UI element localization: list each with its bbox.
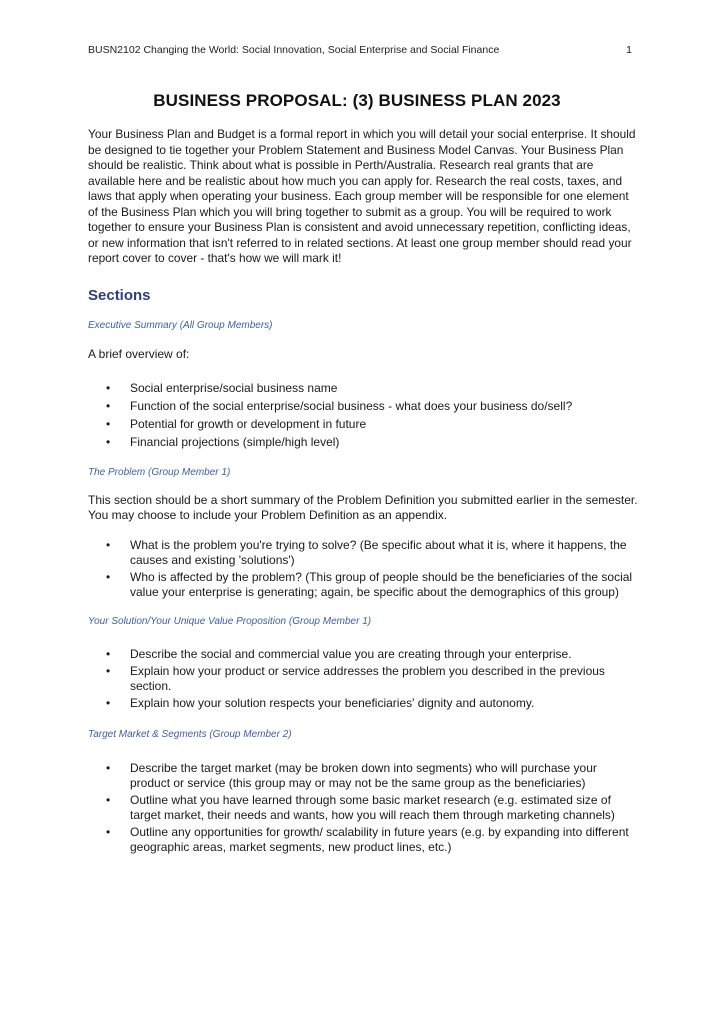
bullet-icon: • [106,537,111,552]
list-item: • Describe the target market (may be broken down into segments) who will purchase your product or service (this group may or may not be the same group as the beneficiaries) [106,760,597,790]
bullet-icon: • [106,760,111,775]
bullet-icon: • [106,416,111,431]
market-heading: Target Market & Segments (Group Member 2) [88,728,292,740]
problem-list [88,538,638,600]
list-item: • Who is affected by the problem? (This group of people should be the beneficiaries of the social value your enterprise is generating; again, be specific about the demographics of this group) [106,569,633,599]
bullet-icon: • [106,792,111,807]
bullet-icon: • [106,646,111,661]
list-item: • Outline any opportunities for growth/ scalability in future years (e.g. by expanding into different geographic areas, market segments, new product lines, etc.) [106,824,629,854]
bullet-icon: • [106,663,111,678]
list-item: • Explain how your product or service addresses the problem you described in the previous section. [106,663,605,693]
solution-list [88,647,638,711]
market-list [88,761,638,855]
problem-lead: This section should be a short summary of the Problem Definition you submitted earlier in the semester. You may choose to include your Problem Definition as an appendix. [88,492,638,522]
list-item: • Financial projections (simple/high level) [106,434,340,449]
bullet-icon: • [106,695,111,710]
exec-summary-list [88,381,638,450]
list-item: • Explain how your solution respects your beneficiaries' dignity and autonomy. [106,695,535,710]
list-item: • What is the problem you're trying to solve? (Be specific about what it is, where it happens, the causes and existing 'solutions') [106,537,627,567]
list-item: • Potential for growth or development in future [106,416,367,431]
bullet-icon: • [106,569,111,584]
bullet-icon: • [106,380,111,395]
solution-heading: Your Solution/Your Unique Value Proposition (Group Member 1) [88,615,372,627]
course-title: BUSN2102 Changing the World: Social Innovation, Social Enterprise and Social Finance [88,44,500,56]
page-header [88,44,632,56]
intro-paragraph: Your Business Plan and Budget is a formal report in which you will detail your social enterprise. It should be designed to tie together your Problem Statement and Business Model Canvas. Your Business Plan should be realistic. Think about what is possible in Perth/Australia. Research real grants that are available here and be realistic about how much you can apply for. Research the real costs, taxes, and laws that apply when operating your business. Each group member will be responsible for one element of the Business Plan which you will bring together to submit as a group. You will be required to work together to ensure your Business Plan is consistent and avoid unnecessary repetition, conflicting ideas, or new information that isn't referred to in related sections. At least one group member should read your report cover to cover - that's how we will mark it! [88,127,636,265]
sections-heading: Sections [88,286,151,304]
document-title: BUSINESS PROPOSAL: (3) BUSINESS PLAN 2023 [153,91,561,110]
bullet-icon: • [106,398,111,413]
list-item: • Outline what you have learned through some basic market research (e.g. estimated size of target market, their needs and wants, how you will reach them through marketing channels) [106,792,615,822]
document-body [88,127,638,855]
exec-summary-lead: A brief overview of: [88,346,190,361]
list-item: • Describe the social and commercial value you are creating through your enterprise. [106,646,572,661]
list-item: • Function of the social enterprise/social business - what does your business do/sell? [106,398,573,413]
exec-summary-heading: Executive Summary (All Group Members) [88,319,273,331]
page-number: 1 [626,44,632,56]
bullet-icon: • [106,434,111,449]
problem-heading: The Problem (Group Member 1) [88,466,231,478]
bullet-icon: • [106,824,111,839]
list-item: • Social enterprise/social business name [106,380,338,395]
